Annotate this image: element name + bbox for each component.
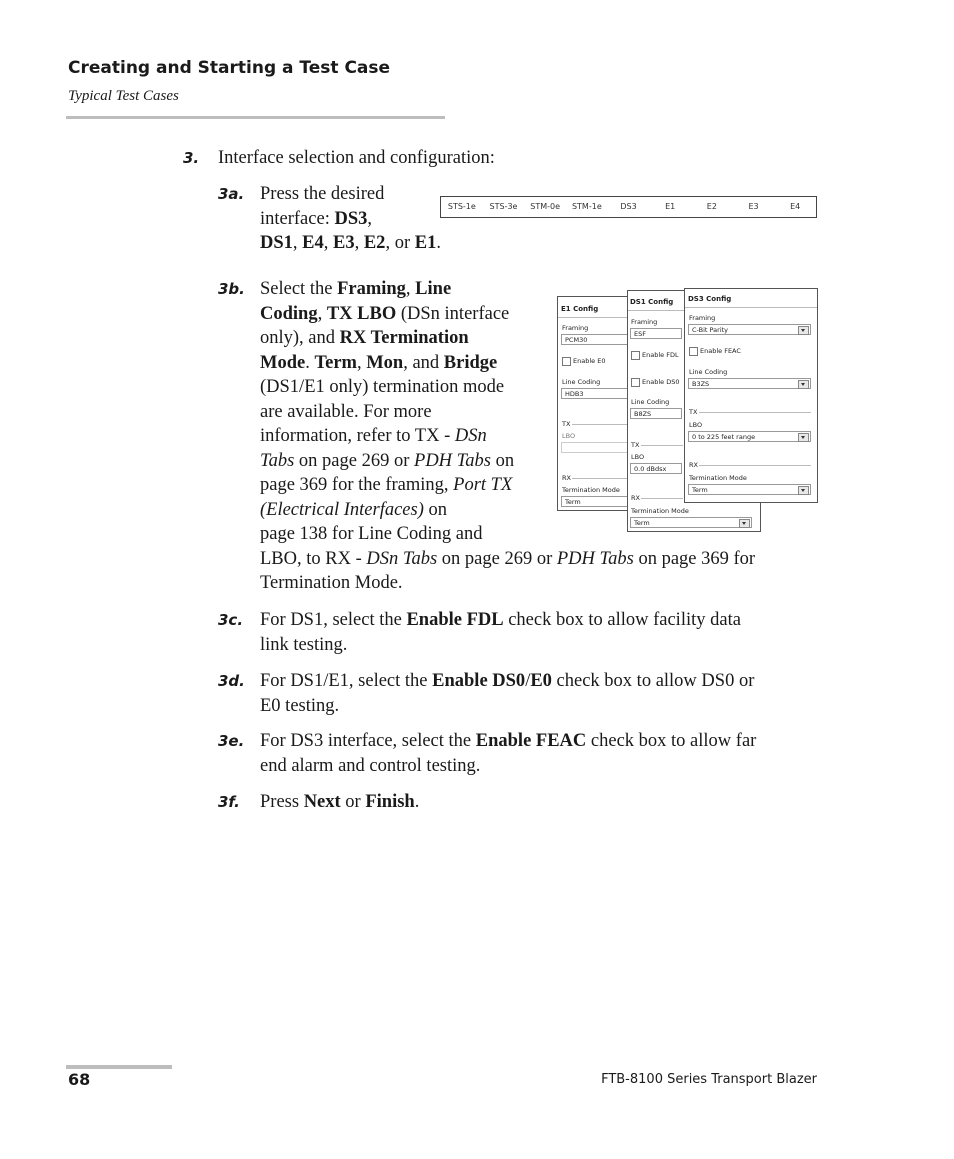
enable-ds0-label: Enable DS0 <box>642 378 680 386</box>
interface-option-stm1e[interactable]: STM-1e <box>571 202 602 211</box>
enable-feac-label: Enable FEAC <box>700 347 741 355</box>
text-line: Tabs on page 269 or PDH Tabs on <box>260 450 515 471</box>
interface-option-e3[interactable]: E3 <box>748 202 759 211</box>
termination-mode-label: Termination Mode <box>562 486 620 494</box>
divider <box>699 412 811 413</box>
chevron-down-icon <box>798 486 809 495</box>
text-line: are available. For more <box>260 401 432 422</box>
config-panels-figure <box>556 288 818 531</box>
text-line: (Electrical Interfaces) on <box>260 499 447 520</box>
substep-number: 3b. <box>218 280 245 298</box>
framing-select[interactable]: PCM30 <box>561 334 633 345</box>
termination-mode-select[interactable]: Term <box>688 484 811 495</box>
substep-3e-text <box>260 729 820 778</box>
substep-number: 3f. <box>218 793 240 811</box>
ds3-config-panel <box>684 288 818 503</box>
line-coding-label: Line Coding <box>562 378 601 386</box>
lbo-label: LBO <box>631 453 645 461</box>
framing-label: Framing <box>631 318 658 326</box>
step-number: 3. <box>183 149 200 167</box>
text-line: For DS1, select the Enable FDL check box to allow facility data <box>260 610 741 630</box>
text-line: LBO, to RX - DSn Tabs on page 269 or PDH Tabs on page 369 for <box>260 548 756 569</box>
termination-mode-select[interactable]: Term <box>561 496 633 507</box>
lbo-select[interactable]: 0.0 dBdsx <box>630 463 682 474</box>
interface-option-e2[interactable]: E2 <box>706 202 717 211</box>
text-line: Termination Mode. <box>260 573 403 593</box>
tx-label: TX <box>562 420 571 428</box>
enable-ds0-checkbox[interactable] <box>631 378 640 387</box>
chevron-down-icon <box>798 433 809 442</box>
substep-3d-text <box>260 669 820 718</box>
enable-e0-label: Enable E0 <box>573 357 606 365</box>
line-coding-label: Line Coding <box>689 368 728 376</box>
text-line: page 369 for the framing, Port TX <box>260 475 513 495</box>
substep-number: 3c. <box>218 611 244 629</box>
interface-option-e1[interactable]: E1 <box>665 202 676 211</box>
text-line: For DS3 interface, select the Enable FEAC check box to allow far <box>260 731 757 751</box>
enable-e0-checkbox[interactable] <box>562 357 571 366</box>
line-coding-label: Line Coding <box>631 398 670 406</box>
chevron-down-icon <box>798 380 809 389</box>
divider <box>685 307 817 308</box>
divider <box>572 424 634 425</box>
page-number: 68 <box>68 1070 91 1089</box>
text-line: page 138 for Line Coding and <box>260 524 483 544</box>
text-line: For DS1/E1, select the Enable DS0/E0 check box to allow DS0 or <box>260 671 755 691</box>
chevron-down-icon <box>739 519 750 528</box>
rx-label: RX <box>562 474 571 482</box>
divider <box>558 317 636 318</box>
interface-option-sts3e[interactable]: STS-3e <box>489 202 518 211</box>
interface-selector <box>440 196 817 218</box>
rx-label: RX <box>689 461 698 469</box>
text-line: Press the desired <box>260 184 385 204</box>
panel-title: E1 Config <box>561 305 599 313</box>
divider <box>572 478 634 479</box>
lbo-label: LBO <box>562 432 576 440</box>
interface-option-stm0e[interactable]: STM-0e <box>530 202 561 211</box>
text-line: Press Next or Finish. <box>260 792 420 812</box>
interface-option-sts1e[interactable]: STS-1e <box>447 202 476 211</box>
chevron-down-icon <box>798 326 809 335</box>
text-line: link testing. <box>260 634 348 655</box>
substep-3f-text <box>260 790 820 815</box>
line-coding-select[interactable]: HDB3 <box>561 388 633 399</box>
divider <box>641 445 683 446</box>
text-line: DS1, E4, E3, E2, or E1. <box>260 233 441 253</box>
termination-mode-select[interactable]: Term <box>630 517 752 528</box>
panel-title: DS1 Config <box>630 298 674 306</box>
text-line: E0 testing. <box>260 695 340 716</box>
header-rule <box>66 116 445 119</box>
lbo-field[interactable] <box>561 442 633 453</box>
substep-3a-text <box>260 182 460 256</box>
text-line: information, refer to TX - DSn <box>260 426 487 446</box>
text-line: only), and RX Termination <box>260 328 469 348</box>
termination-mode-label: Termination Mode <box>631 507 689 515</box>
lbo-label: LBO <box>689 421 703 429</box>
enable-fdl-label: Enable FDL <box>642 351 679 359</box>
panel-title: DS3 Config <box>688 295 732 303</box>
framing-select[interactable]: C-Bit Parity <box>688 324 811 335</box>
framing-select[interactable]: ESF <box>630 328 682 339</box>
tx-label: TX <box>689 408 698 416</box>
lbo-select[interactable]: 0 to 225 feet range <box>688 431 811 442</box>
text-line: interface: DS3, <box>260 208 372 229</box>
text-line: Coding, TX LBO (DSn interface <box>260 303 510 324</box>
text-line: Select the Framing, Line <box>260 279 452 299</box>
divider <box>641 498 683 499</box>
footer-rule <box>66 1065 172 1069</box>
product-name: FTB-8100 Series Transport Blazer <box>601 1072 817 1087</box>
text-line: end alarm and control testing. <box>260 755 481 776</box>
substep-number: 3e. <box>218 732 245 750</box>
substep-number: 3d. <box>218 672 245 690</box>
rx-label: RX <box>631 494 640 502</box>
line-coding-select[interactable]: B3ZS <box>688 378 811 389</box>
text-line: Mode. Term, Mon, and Bridge <box>260 352 498 373</box>
termination-mode-label: Termination Mode <box>689 474 747 482</box>
interface-option-e4[interactable]: E4 <box>790 202 801 211</box>
section-title: Creating and Starting a Test Case <box>68 58 391 78</box>
interface-option-ds3[interactable]: DS3 <box>620 202 637 211</box>
section-subtitle: Typical Test Cases <box>68 88 179 104</box>
divider <box>699 465 811 466</box>
line-coding-select[interactable]: B8ZS <box>630 408 682 419</box>
substep-number: 3a. <box>218 185 245 203</box>
enable-feac-checkbox[interactable] <box>689 347 698 356</box>
framing-label: Framing <box>689 314 716 322</box>
enable-fdl-checkbox[interactable] <box>631 351 640 360</box>
step-text: Interface selection and configuration: <box>218 148 495 168</box>
framing-label: Framing <box>562 324 589 332</box>
substep-3c-text <box>260 608 820 657</box>
text-line: (DS1/E1 only) termination mode <box>260 377 505 397</box>
tx-label: TX <box>631 441 640 449</box>
